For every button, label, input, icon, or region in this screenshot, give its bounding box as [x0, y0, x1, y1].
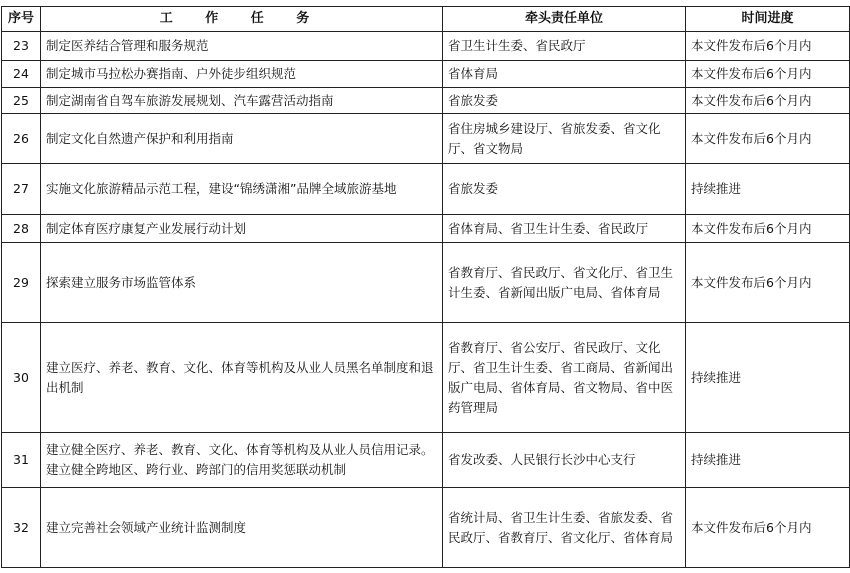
table-row	[2, 488, 850, 568]
header-num: 序号	[2, 7, 41, 32]
row-num: 23	[2, 32, 41, 61]
header-dept: 牵头责任单位	[443, 7, 686, 32]
row-dept: 省旅发委	[443, 164, 686, 215]
row-time: 本文件发布后6个月内	[686, 114, 850, 164]
table-row	[2, 164, 850, 215]
row-time: 持续推进	[686, 323, 850, 433]
row-task: 探索建立服务市场监管体系	[41, 243, 443, 323]
row-time: 本文件发布后6个月内	[686, 243, 850, 323]
table-row	[2, 215, 850, 243]
row-task: 制定体育医疗康复产业发展行动计划	[41, 215, 443, 243]
row-time: 本文件发布后6个月内	[686, 32, 850, 61]
row-dept: 省旅发委	[443, 88, 686, 114]
table-row	[2, 88, 850, 114]
table-row	[2, 433, 850, 488]
row-time: 本文件发布后6个月内	[686, 61, 850, 88]
row-dept: 省体育局	[443, 61, 686, 88]
row-dept: 省住房城乡建设厅、省旅发委、省文化厅、省文物局	[443, 114, 686, 164]
row-time: 持续推进	[686, 433, 850, 488]
row-task: 制定城市马拉松办赛指南、户外徒步组织规范	[41, 61, 443, 88]
row-dept: 省发改委、人民银行长沙中心支行	[443, 433, 686, 488]
row-time: 本文件发布后6个月内	[686, 488, 850, 568]
row-num: 24	[2, 61, 41, 88]
row-dept: 省体育局、省卫生计生委、省民政厅	[443, 215, 686, 243]
row-task: 建立健全医疗、养老、教育、文化、体育等机构及从业人员信用记录。建立健全跨地区、跨行业、跨部门的信用奖惩联动机制	[41, 433, 443, 488]
row-num: 32	[2, 488, 41, 568]
row-task: 建立完善社会领域产业统计监测制度	[41, 488, 443, 568]
row-dept: 省教育厅、省公安厅、省民政厅、文化厅、省卫生计生委、省工商局、省新闻出版广电局、省体育局、省文物局、省中医药管理局	[443, 323, 686, 433]
row-num: 26	[2, 114, 41, 164]
row-num: 29	[2, 243, 41, 323]
table-row	[2, 32, 850, 61]
row-dept: 省统计局、省卫生计生委、省旅发委、省民政厅、省教育厅、省文化厅、省体育局	[443, 488, 686, 568]
row-num: 31	[2, 433, 41, 488]
header-task: 工 作 任 务	[41, 7, 443, 32]
table-header-row	[2, 7, 850, 32]
row-num: 28	[2, 215, 41, 243]
row-dept: 省卫生计生委、省民政厅	[443, 32, 686, 61]
row-time: 本文件发布后6个月内	[686, 215, 850, 243]
row-task: 制定文化自然遗产保护和利用指南	[41, 114, 443, 164]
row-num: 27	[2, 164, 41, 215]
table-row	[2, 243, 850, 323]
task-table	[1, 6, 850, 568]
header-time: 时间进度	[686, 7, 850, 32]
row-time: 持续推进	[686, 164, 850, 215]
table-row	[2, 61, 850, 88]
row-task: 制定湖南省自驾车旅游发展规划、汽车露营活动指南	[41, 88, 443, 114]
row-time: 本文件发布后6个月内	[686, 88, 850, 114]
row-num: 30	[2, 323, 41, 433]
row-task: 制定医养结合管理和服务规范	[41, 32, 443, 61]
table-row	[2, 323, 850, 433]
row-num: 25	[2, 88, 41, 114]
row-task: 建立医疗、养老、教育、文化、体育等机构及从业人员黑名单制度和退出机制	[41, 323, 443, 433]
table-row	[2, 114, 850, 164]
row-task: 实施文化旅游精品示范工程，建设“锦绣潇湘”品牌全域旅游基地	[41, 164, 443, 215]
row-dept: 省教育厅、省民政厅、省文化厅、省卫生计生委、省新闻出版广电局、省体育局	[443, 243, 686, 323]
